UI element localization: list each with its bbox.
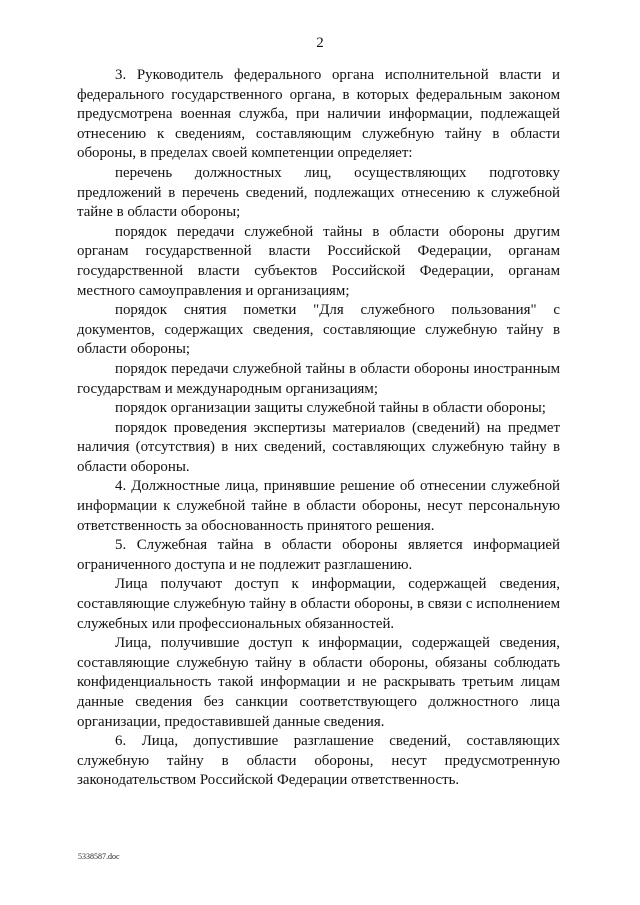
paragraph: 6. Лица, допустившие разглашение сведений, составляющих служебную тайну в области обороны, несут предусмотренную законодательством Российской Федерации ответственность.	[77, 733, 560, 789]
paragraph: порядок проведения экспертизы материалов (сведений) на предмет наличия (отсутствия) в них сведений, составляющих служебную тайну в области обороны.	[77, 419, 560, 475]
paragraph: 5. Служебная тайна в области обороны является информацией ограниченного доступа и не подлежит разглашению.	[77, 537, 560, 573]
paragraph: порядок снятия пометки "Для служебного пользования" с документов, содержащих сведения, составляющие служебную тайну в области обороны;	[77, 302, 560, 358]
paragraph: перечень должностных лиц, осуществляющих подготовку предложений в перечень сведений, подлежащих отнесению к служебной тайне в области обороны;	[77, 164, 560, 221]
paragraph: 4. Должностные лица, принявшие решение об отнесении служебной информации к служебной тайне в области обороны, несут персональную ответственность за обоснованность принятого решения.	[77, 478, 560, 534]
document-file-reference: 5338587.doc	[78, 852, 120, 861]
page-number: 2	[316, 35, 324, 51]
paragraph: 3. Руководитель федерального органа исполнительной власти и федерального государственного органа, в которых федеральным законом предусмотрена военная служба, при наличии информации, подлежащей отнесению к сведениям, составляющим служебную тайну в области обороны, в пределах своей компетенции определяет:	[77, 67, 560, 162]
paragraph: Лица получают доступ к информации, содержащей сведения, составляющие служебную тайну в области обороны, в связи с исполнением служебных или профессиональных обязанностей.	[77, 576, 560, 632]
paragraph: порядок организации защиты служебной тайны в области обороны;	[115, 400, 546, 417]
paragraph: порядок передачи служебной тайны в области обороны другим органам государственной власти Российской Федерации, органам государственной власти субъектов Российской Федерации, органам местного самоуправления и организациям;	[77, 223, 560, 299]
paragraph: Лица, получившие доступ к информации, содержащей сведения, составляющие служебную тайну в области обороны, обязаны соблюдать конфиденциальность такой информации и не раскрывать третьим лицам данные сведения без санкции соответствующего должностного лица организации, предоставившей данные сведения.	[77, 635, 560, 730]
document-body	[77, 66, 560, 791]
paragraph: порядок передачи служебной тайны в области обороны иностранным государствам и международным организациям;	[77, 360, 560, 397]
